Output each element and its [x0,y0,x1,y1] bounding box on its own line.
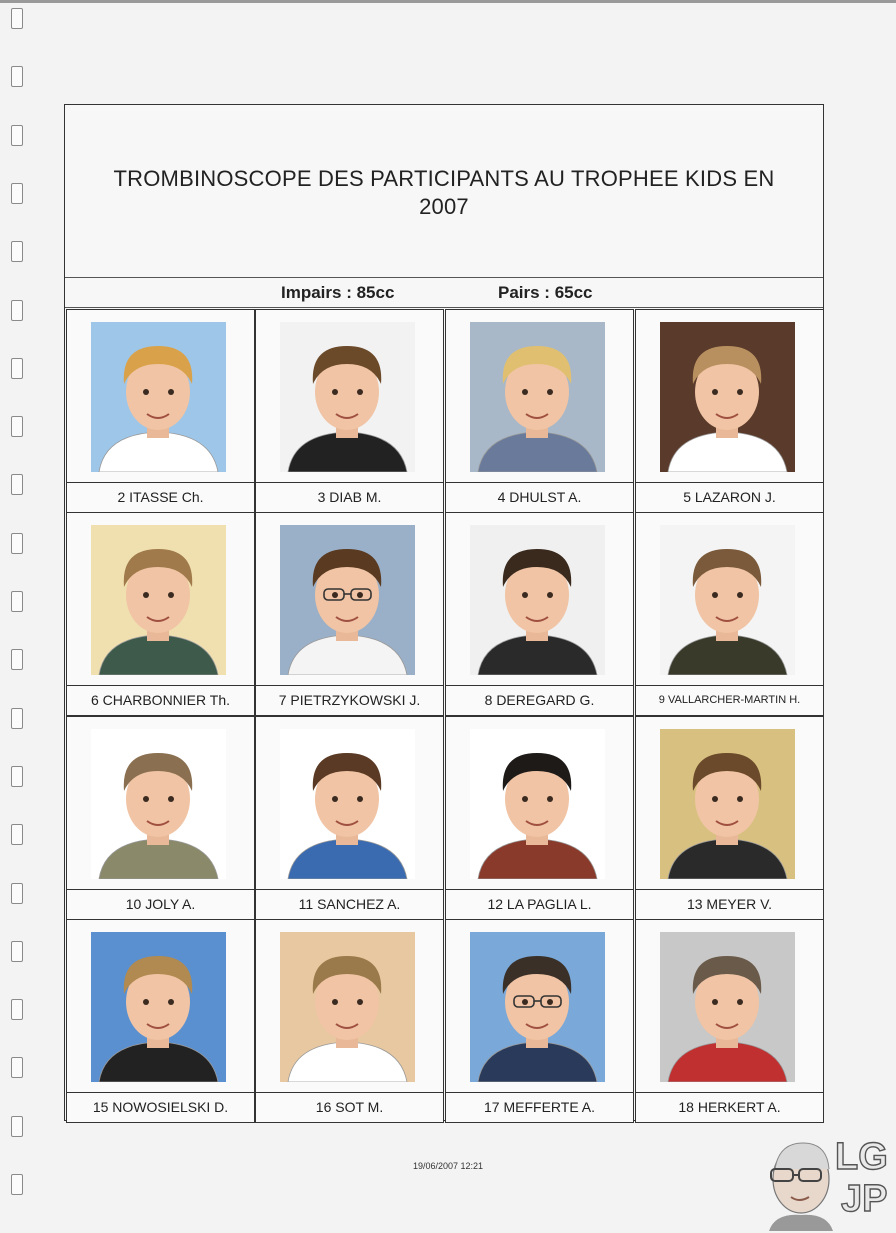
binding-hole [11,66,23,87]
child-portrait-icon [660,932,795,1082]
participant-name: 8 DEREGARD G. [446,685,633,715]
binding-hole [11,358,23,379]
child-portrait-icon [660,729,795,879]
child-portrait-icon [470,729,605,879]
binding-hole [11,883,23,904]
participant-name: 2 ITASSE Ch. [67,482,254,512]
binding-hole [11,708,23,729]
document-title [65,165,823,221]
participant-cell [445,716,634,920]
subheader-even: Pairs : 65cc [498,283,593,302]
participant-name: 18 HERKERT A. [636,1092,823,1122]
participant-photo [280,525,415,675]
child-portrait-icon [91,932,226,1082]
logo-text-top: LG [835,1136,888,1178]
participant-photo [91,729,226,879]
participant-cell [66,512,255,716]
child-portrait-icon [91,729,226,879]
participant-photo [280,729,415,879]
binding-hole [11,474,23,495]
binding-hole [11,766,23,787]
portrait-icon [765,1135,835,1231]
participant-name: 6 CHARBONNIER Th. [67,685,254,715]
participant-cell [635,919,824,1123]
participant-photo [470,525,605,675]
participant-photo [660,932,795,1082]
participant-name: 15 NOWOSIELSKI D. [67,1092,254,1122]
participant-photo [91,932,226,1082]
participant-name: 13 MEYER V. [636,889,823,919]
child-portrait-icon [660,322,795,472]
binding-hole [11,125,23,146]
logo-text-bottom: JP [841,1178,888,1220]
binding-hole [11,1116,23,1137]
participant-photo [470,932,605,1082]
participant-name: 11 SANCHEZ A. [256,889,443,919]
child-portrait-icon [91,322,226,472]
binding-hole [11,591,23,612]
binding-hole [11,649,23,670]
binding-hole [11,533,23,554]
title-line-1: TROMBINOSCOPE DES PARTICIPANTS AU TROPHEE KIDS EN [113,166,775,191]
header-divider-top [65,277,823,278]
participant-photo [91,322,226,472]
binding-hole [11,1174,23,1195]
participant-photo [660,525,795,675]
participant-name: 9 VALLARCHER-MARTIN H. [636,685,823,715]
participant-photo [660,729,795,879]
binding-hole [11,416,23,437]
participant-name: 16 SOT M. [256,1092,443,1122]
footer-timestamp: 19/06/2007 12:21 [412,1161,484,1171]
child-portrait-icon [470,932,605,1082]
binding-hole [11,183,23,204]
binding-hole [11,824,23,845]
child-portrait-icon [660,525,795,675]
participant-cell [255,309,444,513]
participant-photo [280,322,415,472]
participant-cell [66,716,255,920]
child-portrait-icon [280,729,415,879]
participant-name: 4 DHULST A. [446,482,633,512]
participant-cell [445,919,634,1123]
participant-name: 5 LAZARON J. [636,482,823,512]
participant-cell [66,919,255,1123]
binding-hole [11,941,23,962]
participant-cell [255,716,444,920]
participant-cell [635,716,824,920]
participant-photo [660,322,795,472]
participant-name: 12 LA PAGLIA L. [446,889,633,919]
participant-cell [635,309,824,513]
binding-hole [11,8,23,29]
watermark-logo [765,1135,895,1231]
participant-photo [470,322,605,472]
participant-cell [635,512,824,716]
child-portrait-icon [470,322,605,472]
child-portrait-icon [280,322,415,472]
title-line-2: 2007 [419,194,469,219]
binding-hole [11,1057,23,1078]
participant-cell [255,512,444,716]
child-portrait-icon [280,525,415,675]
binding-hole [11,999,23,1020]
child-portrait-icon [470,525,605,675]
child-portrait-icon [91,525,226,675]
child-portrait-icon [280,932,415,1082]
participant-cell [445,309,634,513]
participant-cell [66,309,255,513]
binding-holes [11,0,27,1233]
participant-name: 7 PIETRZYKOWSKI J. [256,685,443,715]
participant-cell [445,512,634,716]
participant-name: 17 MEFFERTE A. [446,1092,633,1122]
participant-photo [280,932,415,1082]
page-top-edge [0,0,896,3]
subheader-odd: Impairs : 85cc [281,283,395,302]
binding-hole [11,241,23,262]
binding-hole [11,300,23,321]
participant-name: 10 JOLY A. [67,889,254,919]
participant-cell [255,919,444,1123]
header-divider-bottom [65,307,823,308]
participant-photo [91,525,226,675]
participant-name: 3 DIAB M. [256,482,443,512]
participant-photo [470,729,605,879]
